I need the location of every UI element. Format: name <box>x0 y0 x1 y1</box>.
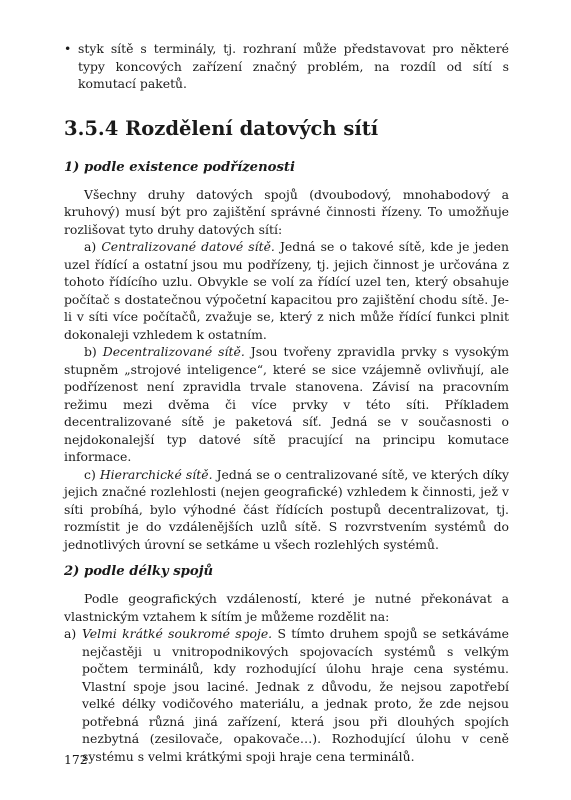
item-term: Decentralizované sítě. <box>102 344 245 359</box>
item-text: Jedná se o takové sítě, kde je jeden uzel řídící a ostatní jsou mu podřízeny, tj. jejich činnost je určována z tohoto řídícího uzlu. Obvykle se volí za řídící uzel ten, který obsahuje počítač s dostatečnou výpočetní kapacitou pro zajištění chodu sítě. Je-li v síti více počítačů, zvažuje se, který z nich může řídící funkci plnit dokonaleji vzhledem k ostatním. <box>64 239 509 342</box>
page-content <box>64 40 509 765</box>
item-term: Velmi krátké soukromé spoje. <box>82 626 273 641</box>
page-number: 172 <box>64 752 88 767</box>
item-body <box>82 625 509 765</box>
bullet-item <box>64 40 509 93</box>
list-item-c <box>64 466 509 554</box>
paragraph-intro-1: Všechny druhy datových spojů (dvoubodový, mnohabodový a kruhový) musí být pro zajištění správné činnosti řízeny. To umožňuje rozlišovat tyto druhy datových sítí: <box>64 186 509 237</box>
item-text: S tímto druhem spojů se setkáváme nejčastěji u vnitropodnikových spojovacích systémů s velkým počtem terminálů, kdy rozhodující úlohu hraje cena systému. Vlastní spoje jsou laciné. Jednak z důvodu, že nejsou zapotřebí velké délky vodičového materiálu, a jednak proto, že zde nejsou potřebná různá jiná zařízení, která jsou při dlouhých spojích nezbytná (zesilovače, opakovače…). Rozhodující úlohu v ceně systému s velmi krátkými spoji hraje cena terminálů. <box>82 626 509 764</box>
section-title: 3.5.4 Rozdělení datových sítí <box>64 116 379 140</box>
subsection-title-2: 2) podle délky spojů <box>64 564 214 579</box>
list-item-a-2 <box>64 625 509 765</box>
subsection-title-1: 1) podle existence podřízenosti <box>64 159 295 175</box>
item-text: Jsou tvořeny zpravidla prvky s vysokým stupněm „strojové inteligence“, které se sice vzájemně ovlivňují, ale podřízenost není zpravidla trvale stanovena. Závisí na pracovním režimu mezi dvěma či více prvky v této síti. Příkladem decentralizované sítě je paketová síť. Jedná se v současnosti o nejdokonalejší typ datové sítě pracující na principu komutace informace. <box>64 344 509 464</box>
item-prefix: b) <box>84 344 103 359</box>
bullet-text: styk sítě s terminály, tj. rozhraní může představovat pro některé typy koncových zařízení značný problém, na rozdíl od sítí s komutací paketů. <box>78 41 509 91</box>
item-term: Hierarchické sítě. <box>99 466 213 482</box>
item-term: Centralizované datové sítě. <box>101 239 275 254</box>
list-item-b <box>64 343 509 466</box>
paragraph-intro-2: Podle geografických vzdáleností, které je nutné překonávat a vlastnickým vztahem k sítím je můžeme rozdělit na: <box>64 591 509 624</box>
item-text: Jedná se o centralizované sítě, ve kterých díky jejich značné rozlehlosti (nejen geografické) vzhledem k činnosti, jež v síti probíhá, bylo výhodné část řídících postupů decentralizovat, tj. rozmístit je do vzdálenějších uzlů sítě. S rozvrstvením systémů do jednotlivých úrovní se setkáme u všech rozlehlých systémů. <box>64 466 510 552</box>
bullet-icon: • <box>64 41 72 56</box>
item-prefix: c) <box>84 466 100 482</box>
list-item-a <box>64 238 509 343</box>
item-prefix: a) <box>84 239 102 254</box>
item-prefix: a) <box>64 626 77 641</box>
